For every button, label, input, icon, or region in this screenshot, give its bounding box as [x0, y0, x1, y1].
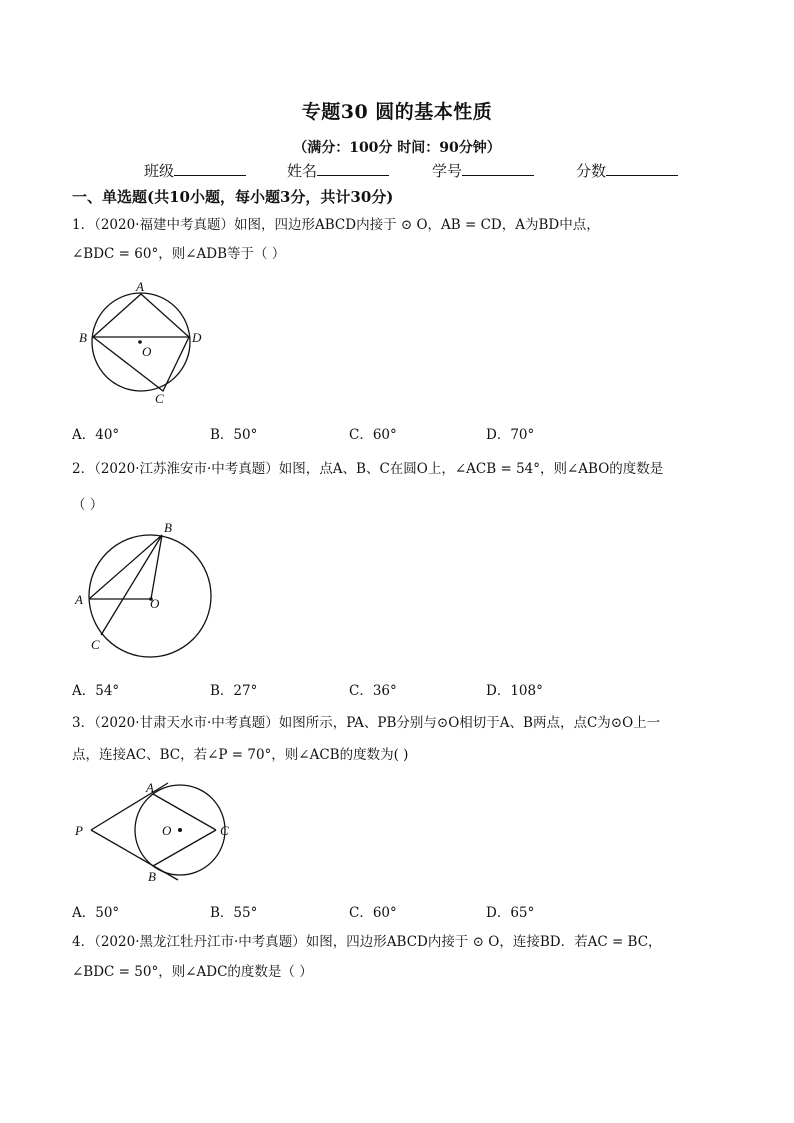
question-1-line2: ∠BDC = 60°，则∠ADB等于（ ）: [72, 246, 286, 262]
field-class-label: 班级: [144, 162, 175, 180]
field-name-blank: [317, 161, 389, 176]
question-2-source: （2020·江苏淮安市·中考真题）: [94, 461, 279, 477]
question-3-line1: [72, 714, 660, 732]
page-title: 专题30 圆的基本性质: [301, 101, 493, 123]
field-class-blank: [174, 161, 246, 176]
field-id-blank: [462, 161, 534, 176]
q3-label-c: C: [220, 823, 229, 838]
q1-label-a: A: [136, 280, 144, 294]
q2-option-b[interactable]: B．27°: [210, 683, 258, 699]
question-3-text1: 如图所示，PA、PB分别与⊙O相切于A、B两点，点C为⊙O上一: [278, 715, 661, 731]
q1-option-a[interactable]: A．40°: [72, 427, 120, 443]
q3-option-c[interactable]: C．60°: [349, 905, 397, 921]
question-4-line1: [72, 933, 662, 951]
question-4-source: （2020·黑龙江牡丹江市·中考真题）: [94, 934, 306, 950]
q2-option-d[interactable]: D．108°: [486, 683, 543, 699]
field-name: [287, 160, 389, 181]
q3-option-a[interactable]: A．50°: [72, 905, 120, 921]
field-score-blank: [606, 161, 678, 176]
page-subtitle: （满分：100分 时间：90分钟）: [293, 140, 501, 156]
question-1-line1: [72, 216, 600, 234]
q2-label-o: O: [150, 596, 160, 611]
field-name-label: 姓名: [287, 162, 318, 180]
q3-label-p: P: [75, 823, 83, 838]
question-2-figure: [72, 518, 217, 668]
q1-label-d: D: [192, 330, 202, 345]
field-class: [144, 160, 246, 181]
field-score-label: 分数: [576, 162, 607, 180]
question-3-source: （2020·甘肃天水市·中考真题）: [94, 715, 279, 731]
question-1-figure: [75, 280, 205, 405]
question-2-line1: [72, 460, 663, 478]
q1-label-c: C: [155, 391, 164, 405]
q3-option-b[interactable]: B．55°: [210, 905, 258, 921]
q3-label-b: B: [148, 869, 156, 884]
question-2-line2: （ ）: [72, 497, 104, 513]
field-id-label: 学号: [432, 162, 463, 180]
question-1-text1: 如图，四边形ABCD内接于 ⊙ O，AB = CD，A为BD中点，: [234, 217, 600, 233]
q2-label-b: B: [164, 520, 172, 535]
q2-label-a: A: [75, 592, 83, 607]
q2-label-c: C: [91, 637, 100, 652]
question-3-line2: 点，连接AC、BC，若∠P = 70°，则∠ACB的度数为( ): [72, 747, 409, 763]
question-4-line2: ∠BDC = 50°，则∠ADC的度数是（ ）: [72, 964, 313, 980]
section-title: 一、单选题(共10小题，每小题3分，共计30分): [72, 188, 394, 206]
question-1-source: （2020·福建中考真题）: [94, 217, 234, 233]
q3-center-dot: [178, 828, 182, 832]
question-2-text1: 如图，点A、B、C在圆O上，∠ACB = 54°，则∠ABO的度数是: [278, 461, 664, 477]
question-3-figure: [72, 780, 242, 890]
q3-tangent-pa: [91, 783, 168, 830]
q1-label-b: B: [79, 330, 87, 345]
q3-label-a: A: [146, 780, 154, 795]
q1-option-b[interactable]: B．50°: [210, 427, 258, 443]
question-4-text1: 如图，四边形ABCD内接于 ⊙ O，连接BD．若AC = BC，: [305, 934, 662, 950]
field-score: [576, 160, 678, 181]
question-3-number: 3．: [72, 715, 95, 731]
question-4-number: 4．: [72, 934, 95, 950]
q2-option-c[interactable]: C．36°: [349, 683, 397, 699]
q1-option-d[interactable]: D．70°: [486, 427, 535, 443]
q3-option-d[interactable]: D．65°: [486, 905, 535, 921]
question-2-number: 2．: [72, 461, 95, 477]
q2-line-ab: [89, 535, 162, 599]
q2-option-a[interactable]: A．54°: [72, 683, 120, 699]
question-1-number: 1．: [72, 217, 95, 233]
q3-label-o: O: [162, 823, 172, 838]
q1-option-c[interactable]: C．60°: [349, 427, 397, 443]
q1-label-o: O: [142, 344, 152, 359]
field-id: [432, 160, 534, 181]
